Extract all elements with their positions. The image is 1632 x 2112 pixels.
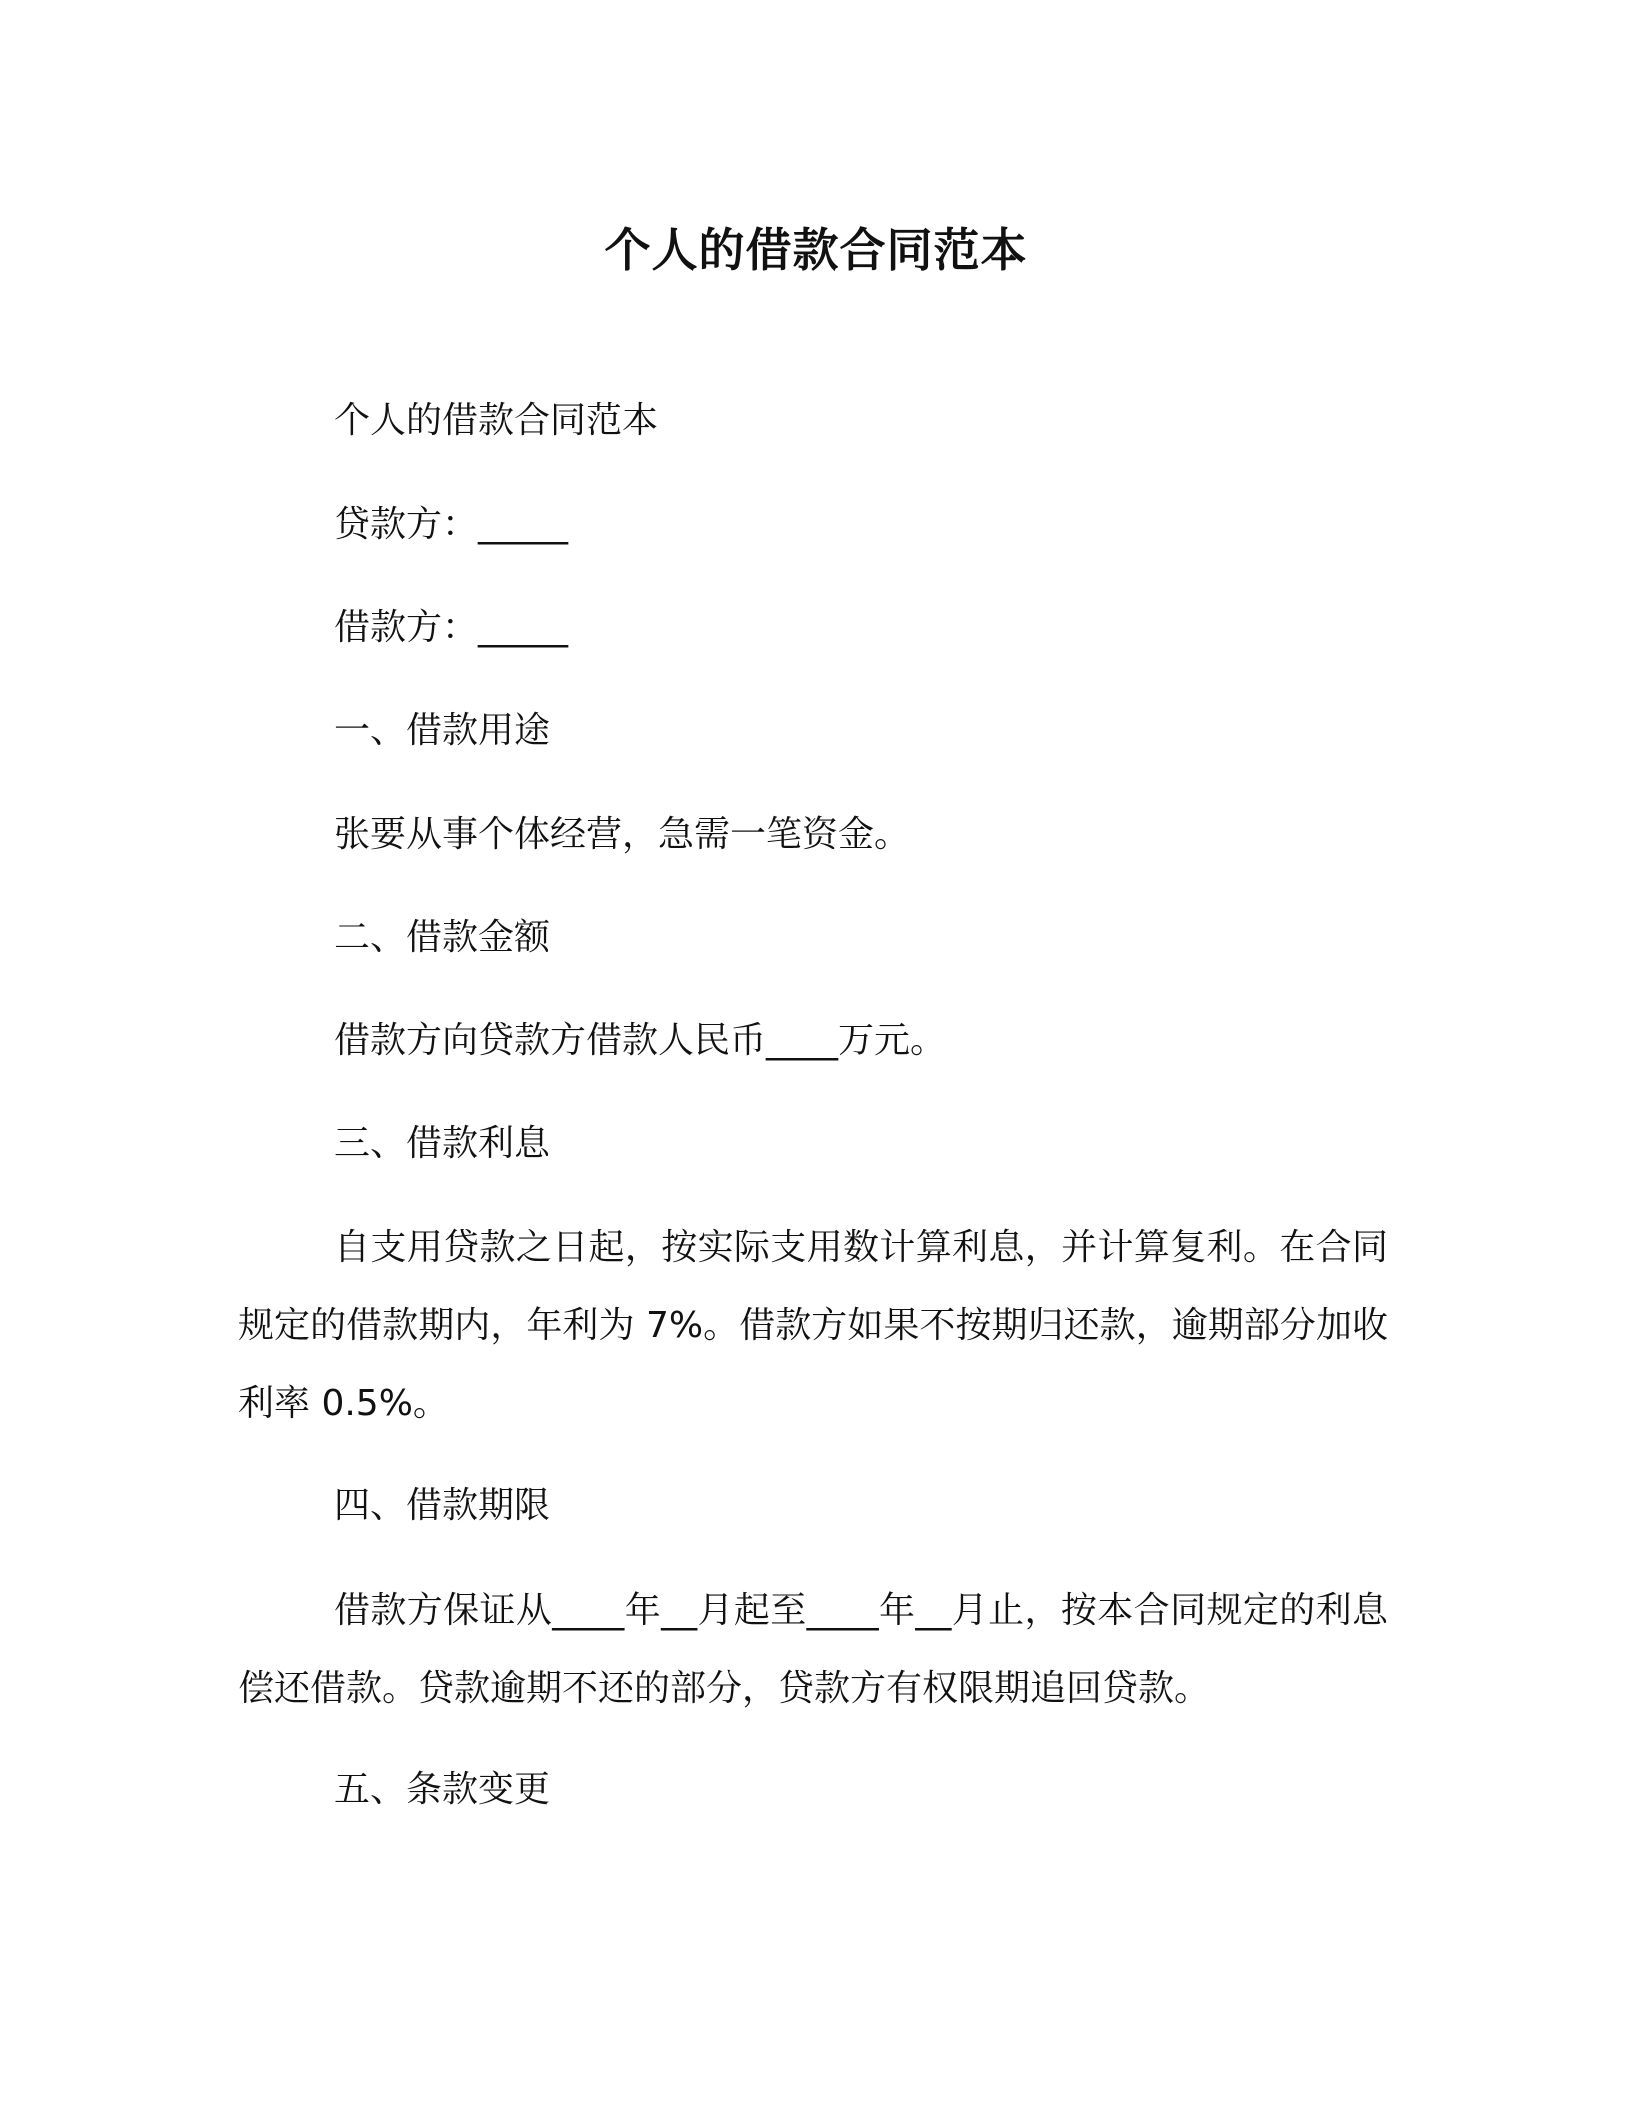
section-heading-interest: 三、借款利息 [334,1123,551,1164]
borrower-line: 借款方：_____ [334,607,569,648]
section-body-term: 借款方保证从____年__月起至____年__月止，按本合同规定的利息偿还借款。贷款逾期不还的部分，贷款方有权限期追回贷款。 [238,1590,1388,1709]
section-body-interest: 自支用贷款之日起，按实际支用数计算利息，并计算复利。在合同规定的借款期内，年利为 7%。借款方如果不按期归还款，逾期部分加收利率 0.5%。 [238,1227,1388,1424]
document-title: 个人的借款合同范本 [604,223,1028,277]
section-heading-purpose: 一、借款用途 [334,710,551,751]
section-heading-amount: 二、借款金额 [334,917,551,958]
section-heading-amendment: 五、条款变更 [334,1769,551,1810]
section-body-purpose: 张要从事个体经营，急需一笔资金。 [334,814,911,855]
section-heading-term: 四、借款期限 [334,1485,551,1526]
document-subtitle: 个人的借款合同范本 [334,400,659,441]
lender-line: 贷款方：_____ [334,504,569,545]
section-body-amount: 借款方向贷款方借款人民币____万元。 [334,1020,947,1061]
